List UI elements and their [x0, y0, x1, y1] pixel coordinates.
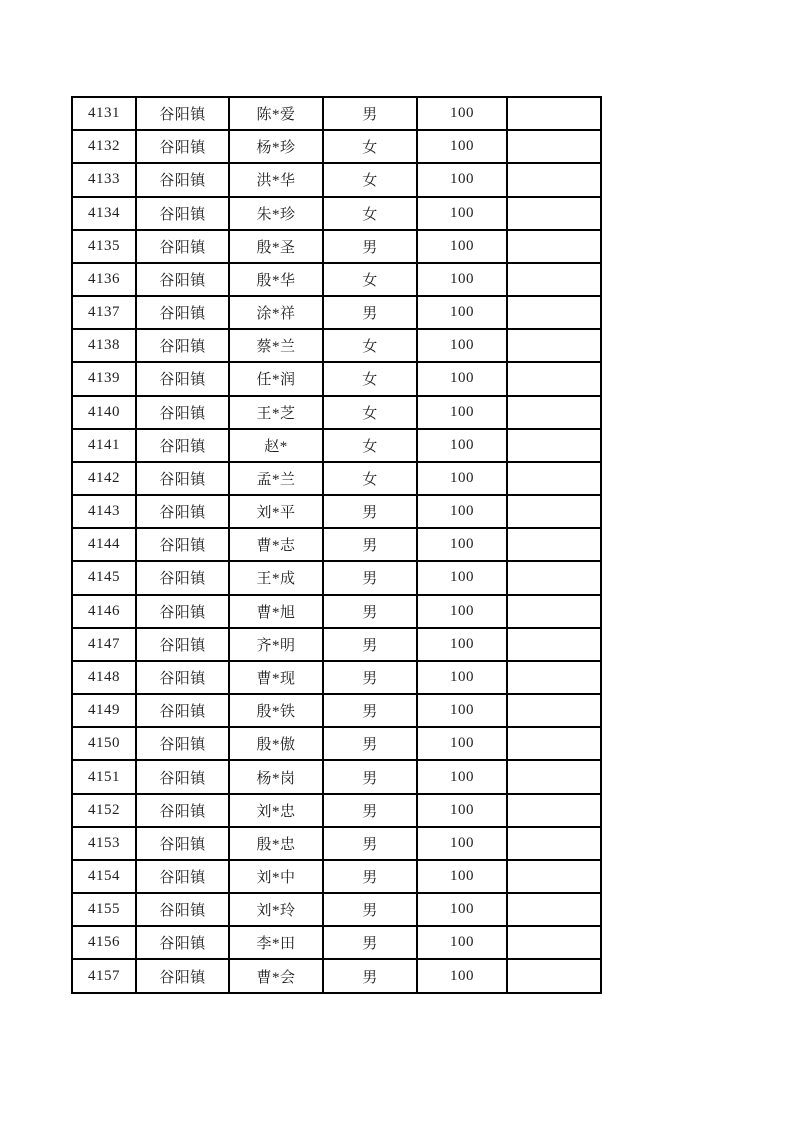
- table-cell-note: [507, 528, 601, 561]
- table-row: [72, 396, 601, 429]
- table-cell-serial: 4151: [72, 760, 136, 793]
- table-cell-serial: 4147: [72, 628, 136, 661]
- table-cell-town: 谷阳镇: [136, 362, 229, 395]
- table-cell-town: 谷阳镇: [136, 329, 229, 362]
- table-cell-name: 曹*旭: [229, 595, 323, 628]
- table-cell-serial: 4156: [72, 926, 136, 959]
- table-cell-note: [507, 429, 601, 462]
- table-row: [72, 97, 601, 130]
- table-cell-amount: 100: [417, 197, 507, 230]
- table-cell-note: [507, 760, 601, 793]
- table-row: [72, 362, 601, 395]
- table-cell-name: 曹*现: [229, 661, 323, 694]
- table-cell-gender: 男: [323, 595, 417, 628]
- table-cell-serial: 4136: [72, 263, 136, 296]
- table-cell-note: [507, 561, 601, 594]
- table-cell-serial: 4146: [72, 595, 136, 628]
- table-cell-amount: 100: [417, 97, 507, 130]
- table-cell-amount: 100: [417, 362, 507, 395]
- table-cell-name: 涂*祥: [229, 296, 323, 329]
- table-cell-note: [507, 661, 601, 694]
- table-cell-name: 刘*中: [229, 860, 323, 893]
- table-row: [72, 263, 601, 296]
- table-cell-amount: 100: [417, 926, 507, 959]
- table-cell-gender: 女: [323, 396, 417, 429]
- table-cell-note: [507, 595, 601, 628]
- table-cell-serial: 4145: [72, 561, 136, 594]
- table-cell-serial: 4140: [72, 396, 136, 429]
- table-cell-town: 谷阳镇: [136, 926, 229, 959]
- table-cell-town: 谷阳镇: [136, 893, 229, 926]
- table-cell-town: 谷阳镇: [136, 959, 229, 993]
- table-cell-serial: 4152: [72, 794, 136, 827]
- table-cell-town: 谷阳镇: [136, 97, 229, 130]
- table-cell-gender: 男: [323, 561, 417, 594]
- table-cell-name: 曹*会: [229, 959, 323, 993]
- table-cell-town: 谷阳镇: [136, 462, 229, 495]
- table-cell-gender: 男: [323, 794, 417, 827]
- table-cell-amount: 100: [417, 429, 507, 462]
- table-cell-gender: 男: [323, 296, 417, 329]
- table-cell-amount: 100: [417, 329, 507, 362]
- table-cell-gender: 女: [323, 462, 417, 495]
- table-cell-note: [507, 163, 601, 196]
- table-cell-name: 蔡*兰: [229, 329, 323, 362]
- table-row: [72, 495, 601, 528]
- table-cell-note: [507, 495, 601, 528]
- table-row: [72, 760, 601, 793]
- table-cell-town: 谷阳镇: [136, 163, 229, 196]
- table-cell-town: 谷阳镇: [136, 694, 229, 727]
- table-cell-gender: 男: [323, 230, 417, 263]
- table-cell-note: [507, 628, 601, 661]
- table-cell-gender: 男: [323, 959, 417, 993]
- table-cell-name: 殷*铁: [229, 694, 323, 727]
- table-cell-amount: 100: [417, 628, 507, 661]
- table-cell-town: 谷阳镇: [136, 130, 229, 163]
- table-cell-amount: 100: [417, 462, 507, 495]
- table-cell-amount: 100: [417, 528, 507, 561]
- table-cell-gender: 男: [323, 628, 417, 661]
- table-row: [72, 595, 601, 628]
- table-cell-amount: 100: [417, 130, 507, 163]
- table-cell-town: 谷阳镇: [136, 429, 229, 462]
- table-cell-gender: 女: [323, 163, 417, 196]
- table-cell-name: 王*成: [229, 561, 323, 594]
- table-cell-note: [507, 794, 601, 827]
- table-cell-town: 谷阳镇: [136, 794, 229, 827]
- table-cell-amount: 100: [417, 727, 507, 760]
- table-cell-note: [507, 329, 601, 362]
- table-cell-town: 谷阳镇: [136, 860, 229, 893]
- table-row: [72, 727, 601, 760]
- table-cell-serial: 4150: [72, 727, 136, 760]
- table-cell-name: 刘*忠: [229, 794, 323, 827]
- table-cell-note: [507, 727, 601, 760]
- table-cell-amount: 100: [417, 561, 507, 594]
- table-cell-gender: 男: [323, 528, 417, 561]
- table-row: [72, 694, 601, 727]
- table-row: [72, 860, 601, 893]
- table-cell-serial: 4144: [72, 528, 136, 561]
- table-cell-name: 曹*志: [229, 528, 323, 561]
- table-cell-gender: 女: [323, 263, 417, 296]
- table-cell-name: 任*润: [229, 362, 323, 395]
- table-cell-serial: 4148: [72, 661, 136, 694]
- table-cell-name: 赵*: [229, 429, 323, 462]
- table-row: [72, 429, 601, 462]
- table-cell-serial: 4154: [72, 860, 136, 893]
- roster-table-body: [72, 97, 601, 993]
- table-cell-gender: 男: [323, 661, 417, 694]
- table-cell-name: 殷*华: [229, 263, 323, 296]
- table-cell-note: [507, 230, 601, 263]
- table-cell-town: 谷阳镇: [136, 661, 229, 694]
- table-row: [72, 528, 601, 561]
- table-cell-name: 王*芝: [229, 396, 323, 429]
- table-row: [72, 827, 601, 860]
- table-cell-name: 朱*珍: [229, 197, 323, 230]
- table-cell-amount: 100: [417, 794, 507, 827]
- table-row: [72, 329, 601, 362]
- table-cell-note: [507, 396, 601, 429]
- table-cell-serial: 4138: [72, 329, 136, 362]
- table-cell-amount: 100: [417, 595, 507, 628]
- table-cell-name: 杨*岗: [229, 760, 323, 793]
- table-cell-gender: 男: [323, 860, 417, 893]
- table-cell-serial: 4157: [72, 959, 136, 993]
- table-cell-serial: 4141: [72, 429, 136, 462]
- table-cell-name: 洪*华: [229, 163, 323, 196]
- table-cell-note: [507, 959, 601, 993]
- table-cell-note: [507, 926, 601, 959]
- table-cell-note: [507, 263, 601, 296]
- table-cell-serial: 4143: [72, 495, 136, 528]
- table-cell-name: 殷*圣: [229, 230, 323, 263]
- table-cell-note: [507, 197, 601, 230]
- table-cell-serial: 4134: [72, 197, 136, 230]
- table-cell-amount: 100: [417, 495, 507, 528]
- table-cell-gender: 男: [323, 827, 417, 860]
- table-cell-amount: 100: [417, 661, 507, 694]
- table-cell-serial: 4133: [72, 163, 136, 196]
- table-cell-note: [507, 694, 601, 727]
- table-cell-serial: 4142: [72, 462, 136, 495]
- table-cell-gender: 男: [323, 694, 417, 727]
- table-cell-town: 谷阳镇: [136, 595, 229, 628]
- table-row: [72, 296, 601, 329]
- table-cell-amount: 100: [417, 959, 507, 993]
- table-cell-amount: 100: [417, 230, 507, 263]
- table-row: [72, 197, 601, 230]
- table-cell-name: 李*田: [229, 926, 323, 959]
- table-cell-name: 殷*傲: [229, 727, 323, 760]
- table-row: [72, 163, 601, 196]
- table-cell-name: 殷*忠: [229, 827, 323, 860]
- table-row: [72, 628, 601, 661]
- table-cell-town: 谷阳镇: [136, 528, 229, 561]
- table-cell-amount: 100: [417, 860, 507, 893]
- table-cell-gender: 女: [323, 362, 417, 395]
- table-cell-amount: 100: [417, 694, 507, 727]
- table-cell-town: 谷阳镇: [136, 197, 229, 230]
- table-row: [72, 561, 601, 594]
- table-cell-town: 谷阳镇: [136, 628, 229, 661]
- table-cell-town: 谷阳镇: [136, 296, 229, 329]
- table-cell-name: 刘*玲: [229, 893, 323, 926]
- table-cell-name: 杨*珍: [229, 130, 323, 163]
- table-cell-serial: 4137: [72, 296, 136, 329]
- table-cell-serial: 4131: [72, 97, 136, 130]
- table-cell-amount: 100: [417, 296, 507, 329]
- table-row: [72, 230, 601, 263]
- table-cell-note: [507, 130, 601, 163]
- table-cell-serial: 4153: [72, 827, 136, 860]
- table-cell-town: 谷阳镇: [136, 760, 229, 793]
- table-cell-gender: 男: [323, 727, 417, 760]
- table-cell-amount: 100: [417, 396, 507, 429]
- table-cell-gender: 男: [323, 926, 417, 959]
- table-cell-serial: 4139: [72, 362, 136, 395]
- table-cell-town: 谷阳镇: [136, 230, 229, 263]
- table-row: [72, 926, 601, 959]
- table-cell-note: [507, 893, 601, 926]
- table-cell-name: 陈*爱: [229, 97, 323, 130]
- table-row: [72, 794, 601, 827]
- table-cell-note: [507, 827, 601, 860]
- table-cell-note: [507, 362, 601, 395]
- table-row: [72, 130, 601, 163]
- table-cell-gender: 女: [323, 197, 417, 230]
- table-cell-amount: 100: [417, 760, 507, 793]
- table-cell-town: 谷阳镇: [136, 827, 229, 860]
- table-cell-gender: 男: [323, 893, 417, 926]
- table-cell-town: 谷阳镇: [136, 263, 229, 296]
- table-cell-serial: 4155: [72, 893, 136, 926]
- table-cell-serial: 4135: [72, 230, 136, 263]
- roster-table: [71, 96, 602, 994]
- table-row: [72, 661, 601, 694]
- table-cell-note: [507, 296, 601, 329]
- table-cell-name: 刘*平: [229, 495, 323, 528]
- table-cell-amount: 100: [417, 263, 507, 296]
- table-cell-amount: 100: [417, 163, 507, 196]
- table-cell-amount: 100: [417, 893, 507, 926]
- table-cell-note: [507, 97, 601, 130]
- table-cell-gender: 男: [323, 495, 417, 528]
- table-row: [72, 893, 601, 926]
- table-cell-gender: 男: [323, 760, 417, 793]
- table-cell-town: 谷阳镇: [136, 495, 229, 528]
- table-cell-note: [507, 462, 601, 495]
- table-cell-town: 谷阳镇: [136, 561, 229, 594]
- table-cell-serial: 4149: [72, 694, 136, 727]
- table-cell-gender: 男: [323, 97, 417, 130]
- table-cell-amount: 100: [417, 827, 507, 860]
- table-cell-name: 孟*兰: [229, 462, 323, 495]
- table-cell-note: [507, 860, 601, 893]
- table-cell-serial: 4132: [72, 130, 136, 163]
- table-cell-gender: 女: [323, 429, 417, 462]
- table-cell-gender: 女: [323, 130, 417, 163]
- table-cell-gender: 女: [323, 329, 417, 362]
- table-row: [72, 462, 601, 495]
- table-cell-town: 谷阳镇: [136, 396, 229, 429]
- table-cell-town: 谷阳镇: [136, 727, 229, 760]
- table-cell-name: 齐*明: [229, 628, 323, 661]
- table-row: [72, 959, 601, 993]
